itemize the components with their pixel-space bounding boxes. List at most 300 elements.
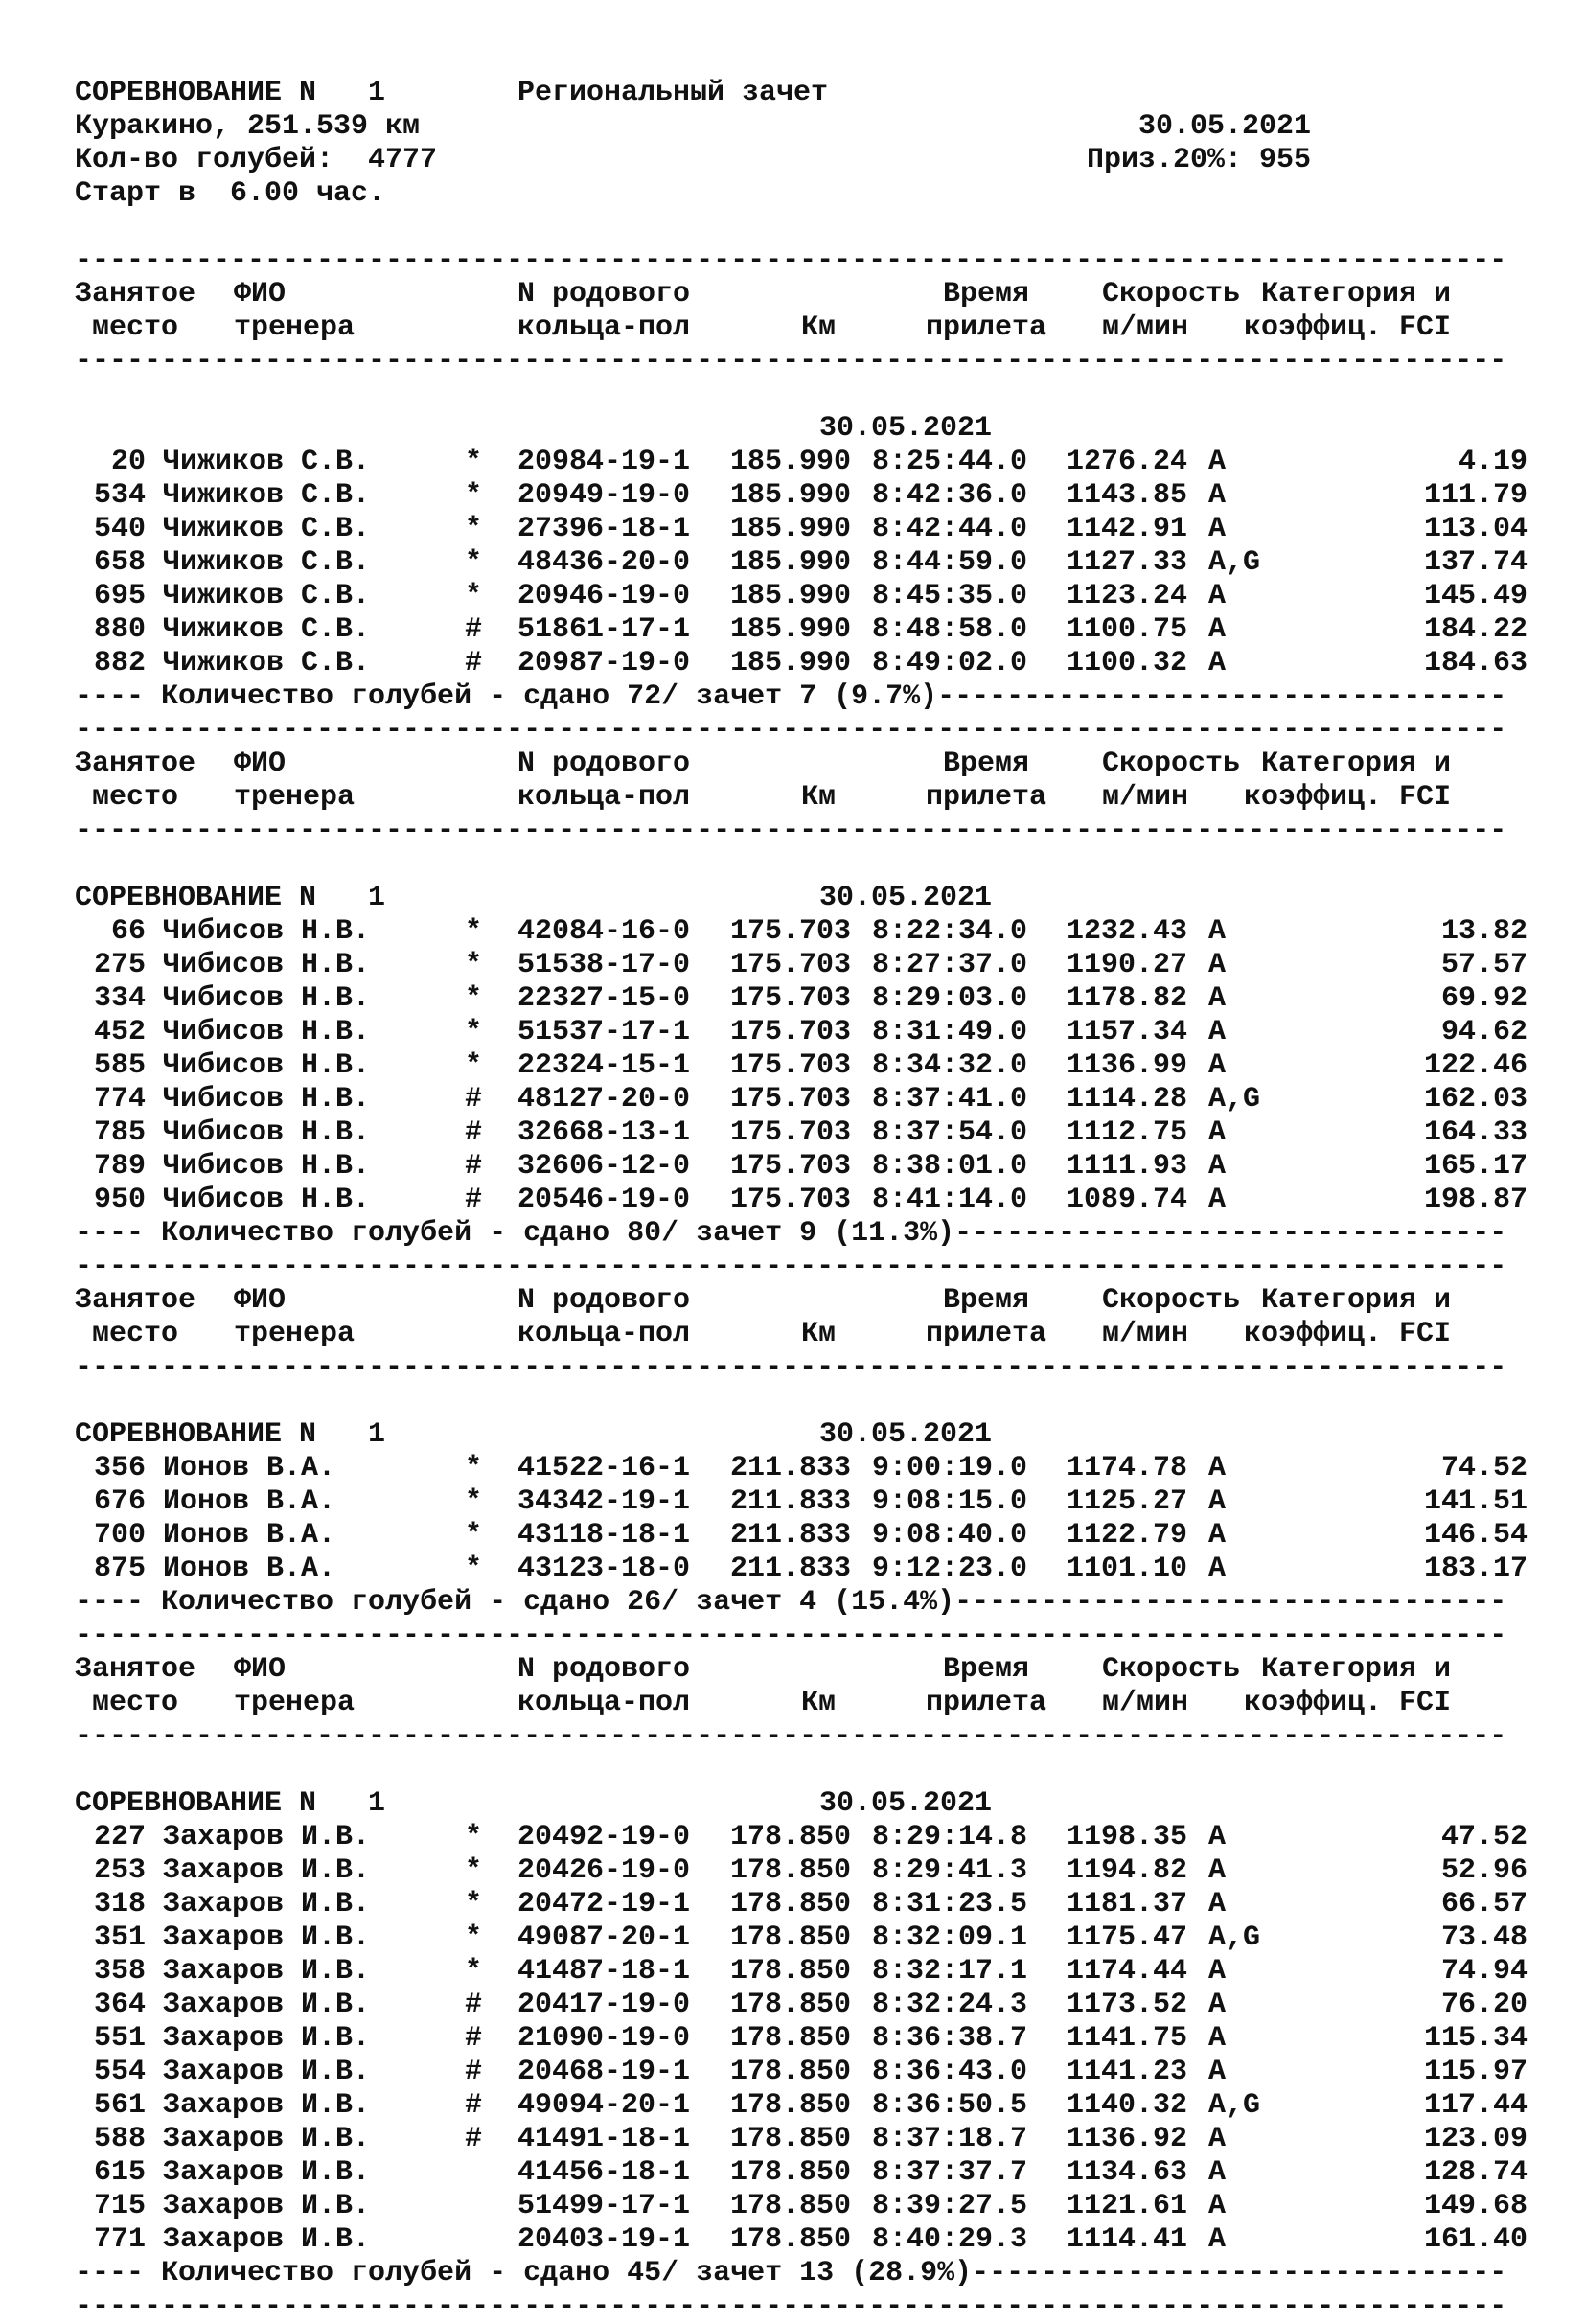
col-category-sublabel: коэффиц. FCI: [1244, 1687, 1452, 1719]
row-fci: 115.34: [1423, 2022, 1528, 2055]
col-time-sublabel: прилета: [926, 1687, 1047, 1719]
row-category: A: [1208, 949, 1227, 981]
row-trainer-name: Чижиков С.В.: [163, 580, 371, 612]
row-category: A: [1208, 513, 1227, 545]
row-mark: #: [465, 647, 483, 679]
col-km-label: Км: [801, 781, 837, 814]
row-trainer-name: Захаров И.В.: [163, 1989, 371, 2021]
row-speed: 1173.52: [1067, 1989, 1188, 2021]
row-km: 178.850: [730, 2156, 852, 2189]
row-place: 66: [110, 915, 146, 948]
row-ring: 41522-16-1: [517, 1452, 691, 1484]
row-speed: 1175.47: [1067, 1921, 1188, 1954]
result-row: [75, 446, 1541, 479]
row-ring: 20949-19-0: [517, 479, 691, 512]
col-name-sublabel: тренера: [234, 311, 356, 344]
row-fci: 115.97: [1423, 2056, 1528, 2088]
row-ring: 41456-18-1: [517, 2156, 691, 2189]
row-place: 875: [93, 1553, 146, 1585]
column-header-row-1: [75, 1653, 1541, 1687]
result-row: [75, 1083, 1541, 1116]
row-fci: 164.33: [1423, 1116, 1528, 1149]
col-ring-label: N родового: [517, 278, 691, 311]
row-speed: 1100.32: [1067, 647, 1188, 679]
spacer: [75, 211, 1541, 244]
row-category: A: [1208, 1452, 1227, 1484]
release-date: 30.05.2021: [1138, 110, 1312, 143]
result-row: [75, 1452, 1541, 1485]
section-rows: [75, 446, 1541, 680]
row-arrival-time: 9:12:23.0: [872, 1553, 1028, 1585]
row-place: 715: [93, 2190, 146, 2222]
row-category: A,G: [1208, 546, 1261, 579]
row-place: 585: [93, 1049, 146, 1082]
section-subheader: [75, 412, 1541, 446]
summary-text: ---- Количество голубей - сдано 45/ зачет 13 (28.9%): [75, 2257, 973, 2289]
col-speed-sublabel: м/мин: [1102, 1687, 1189, 1719]
col-km-label: Км: [801, 1687, 837, 1719]
section-rows: [75, 1452, 1541, 1586]
row-ring: 20987-19-0: [517, 647, 691, 679]
row-ring: 27396-18-1: [517, 513, 691, 545]
col-name-label: ФИО: [234, 1284, 287, 1317]
row-arrival-time: 8:36:43.0: [872, 2056, 1028, 2088]
row-category: A: [1208, 1116, 1227, 1149]
col-speed-sublabel: м/мин: [1102, 1318, 1189, 1350]
result-row: [75, 1184, 1541, 1217]
row-mark: #: [465, 2022, 483, 2055]
row-km: 178.850: [730, 2089, 852, 2122]
col-place-sublabel: место: [92, 1318, 179, 1350]
row-mark: #: [465, 1116, 483, 1149]
row-km: 211.833: [730, 1553, 852, 1585]
col-category-sublabel: коэффиц. FCI: [1244, 311, 1452, 344]
row-ring: 43118-18-1: [517, 1519, 691, 1552]
col-place-label: Занятое: [75, 1284, 196, 1317]
row-arrival-time: 8:32:09.1: [872, 1921, 1028, 1954]
row-speed: 1178.82: [1067, 982, 1188, 1015]
row-place: 789: [93, 1150, 146, 1183]
header-line-4: [75, 177, 1541, 211]
row-category: A: [1208, 1821, 1227, 1853]
row-fci: 149.68: [1423, 2190, 1528, 2222]
col-time-label: Время: [943, 278, 1030, 311]
row-fci: 146.54: [1423, 1519, 1528, 1552]
row-fci: 184.22: [1423, 613, 1528, 646]
row-arrival-time: 8:42:44.0: [872, 513, 1028, 545]
row-category: A: [1208, 2022, 1227, 2055]
release-place: Куракино, 251.539 км: [75, 110, 421, 143]
col-name-sublabel: тренера: [234, 1687, 356, 1719]
col-place-sublabel: место: [92, 781, 179, 814]
divider-line: [75, 1720, 1508, 1754]
row-km: 178.850: [730, 1854, 852, 1887]
row-arrival-time: 8:29:41.3: [872, 1854, 1028, 1887]
col-place-sublabel: место: [92, 311, 179, 344]
row-trainer-name: Чижиков С.В.: [163, 446, 371, 478]
row-trainer-name: Чибисов Н.В.: [163, 1016, 371, 1048]
row-ring: 49094-20-1: [517, 2089, 691, 2122]
row-km: 175.703: [730, 1016, 852, 1048]
row-speed: 1198.35: [1067, 1821, 1188, 1853]
row-arrival-time: 8:29:03.0: [872, 982, 1028, 1015]
row-speed: 1276.24: [1067, 446, 1188, 478]
row-category: A: [1208, 2156, 1227, 2189]
result-row: [75, 1519, 1541, 1553]
result-row: [75, 1955, 1541, 1989]
row-km: 178.850: [730, 2123, 852, 2155]
row-fci: 117.44: [1423, 2089, 1528, 2122]
spacer: [75, 1754, 1541, 1787]
result-row: [75, 2022, 1541, 2056]
row-mark: #: [465, 1989, 483, 2021]
col-name-label: ФИО: [234, 748, 287, 780]
col-category-label: Категория и: [1261, 748, 1452, 780]
row-speed: 1157.34: [1067, 1016, 1188, 1048]
row-km: 211.833: [730, 1485, 852, 1518]
row-mark: *: [465, 1854, 483, 1887]
divider-line: [75, 1620, 1508, 1653]
col-category-label: Категория и: [1261, 278, 1452, 311]
summary-dash-fill: [972, 2257, 1508, 2290]
row-arrival-time: 8:40:29.3: [872, 2223, 1028, 2256]
row-place: 318: [93, 1888, 146, 1921]
result-row: [75, 2190, 1541, 2223]
col-ring-sublabel: кольца-пол: [517, 781, 691, 814]
row-km: 178.850: [730, 2056, 852, 2088]
section-rows: [75, 915, 1541, 1217]
row-arrival-time: 8:41:14.0: [872, 1184, 1028, 1216]
row-place: 275: [93, 949, 146, 981]
header-line-1: [75, 77, 1541, 110]
row-ring: 51499-17-1: [517, 2190, 691, 2222]
row-mark: *: [465, 1821, 483, 1853]
row-fci: 184.63: [1423, 647, 1528, 679]
result-row: [75, 1049, 1541, 1083]
row-mark: #: [465, 1083, 483, 1116]
col-speed-label: Скорость: [1102, 1653, 1241, 1686]
spacer: [75, 379, 1541, 412]
row-trainer-name: Чижиков С.В.: [163, 647, 371, 679]
row-trainer-name: Чибисов Н.В.: [163, 1150, 371, 1183]
row-ring: 32606-12-0: [517, 1150, 691, 1183]
row-km: 175.703: [730, 1083, 852, 1116]
row-speed: 1136.92: [1067, 2123, 1188, 2155]
row-category: A: [1208, 1955, 1227, 1988]
row-fci: 4.19: [1458, 446, 1528, 478]
col-name-sublabel: тренера: [234, 1318, 356, 1350]
row-speed: 1114.28: [1067, 1083, 1188, 1116]
row-trainer-name: Захаров И.В.: [163, 1888, 371, 1921]
row-km: 175.703: [730, 1184, 852, 1216]
column-header-row-2: [75, 781, 1541, 815]
col-time-sublabel: прилета: [926, 1318, 1047, 1350]
row-category: A: [1208, 479, 1227, 512]
row-trainer-name: Чибисов Н.В.: [163, 1083, 371, 1116]
section-date: 30.05.2021: [819, 1418, 993, 1451]
row-place: 658: [93, 546, 146, 579]
header-line-3: [75, 144, 1541, 177]
result-row: [75, 580, 1541, 613]
row-arrival-time: 8:37:54.0: [872, 1116, 1028, 1149]
row-arrival-time: 8:31:49.0: [872, 1016, 1028, 1048]
row-arrival-time: 8:37:41.0: [872, 1083, 1028, 1116]
section-date: 30.05.2021: [819, 882, 993, 914]
row-mark: *: [465, 1921, 483, 1954]
row-trainer-name: Захаров И.В.: [163, 2156, 371, 2189]
row-fci: 161.40: [1423, 2223, 1528, 2256]
row-fci: 74.94: [1440, 1955, 1528, 1988]
row-place: 771: [93, 2223, 146, 2256]
row-mark: *: [465, 1955, 483, 1988]
col-name-label: ФИО: [234, 278, 287, 311]
col-place-label: Занятое: [75, 278, 196, 311]
row-arrival-time: 8:42:36.0: [872, 479, 1028, 512]
row-arrival-time: 8:48:58.0: [872, 613, 1028, 646]
column-header-row-2: [75, 1687, 1541, 1720]
result-row: [75, 1921, 1541, 1955]
row-trainer-name: Чибисов Н.В.: [163, 1049, 371, 1082]
col-time-label: Время: [943, 1653, 1030, 1686]
row-trainer-name: Чижиков С.В.: [163, 513, 371, 545]
row-km: 185.990: [730, 446, 852, 478]
row-place: 356: [93, 1452, 146, 1484]
row-speed: 1194.82: [1067, 1854, 1188, 1887]
section-date: 30.05.2021: [819, 1787, 993, 1820]
row-mark: *: [465, 982, 483, 1015]
row-category: A,G: [1208, 2089, 1261, 2122]
row-speed: 1123.24: [1067, 580, 1188, 612]
result-row: [75, 2123, 1541, 2156]
result-row: [75, 1854, 1541, 1888]
row-trainer-name: Чижиков С.В.: [163, 546, 371, 579]
row-mark: *: [465, 915, 483, 948]
row-km: 185.990: [730, 647, 852, 679]
row-fci: 162.03: [1423, 1083, 1528, 1116]
row-km: 185.990: [730, 546, 852, 579]
row-trainer-name: Захаров И.В.: [163, 2223, 371, 2256]
row-ring: 42084-16-0: [517, 915, 691, 948]
row-speed: 1122.79: [1067, 1519, 1188, 1552]
result-row: [75, 479, 1541, 513]
result-row: [75, 613, 1541, 647]
row-km: 178.850: [730, 2223, 852, 2256]
col-ring-label: N родового: [517, 1653, 691, 1686]
row-trainer-name: Чибисов Н.В.: [163, 1116, 371, 1149]
row-speed: 1112.75: [1067, 1116, 1188, 1149]
summary-dash-fill: [954, 1586, 1508, 1620]
section-competition: СОРЕВНОВАНИЕ N 1: [75, 1418, 386, 1451]
row-km: 175.703: [730, 949, 852, 981]
row-km: 211.833: [730, 1519, 852, 1552]
col-time-label: Время: [943, 1284, 1030, 1317]
row-km: 178.850: [730, 1955, 852, 1988]
row-category: A: [1208, 1553, 1227, 1585]
row-category: A: [1208, 915, 1227, 948]
result-row: [75, 2223, 1541, 2257]
row-ring: 20984-19-1: [517, 446, 691, 478]
row-category: A: [1208, 2190, 1227, 2222]
row-km: 178.850: [730, 2022, 852, 2055]
row-trainer-name: Ионов В.А.: [163, 1485, 336, 1518]
row-ring: 21090-19-0: [517, 2022, 691, 2055]
row-trainer-name: Чибисов Н.В.: [163, 915, 371, 948]
result-row: [75, 1989, 1541, 2022]
row-mark: #: [465, 2123, 483, 2155]
row-category: A: [1208, 1150, 1227, 1183]
row-category: A: [1208, 1184, 1227, 1216]
col-ring-label: N родового: [517, 1284, 691, 1317]
row-mark: #: [465, 2056, 483, 2088]
row-arrival-time: 8:25:44.0: [872, 446, 1028, 478]
pigeon-count: Кол-во голубей: 4777: [75, 144, 438, 176]
row-fci: 74.52: [1440, 1452, 1528, 1484]
row-speed: 1114.41: [1067, 2223, 1188, 2256]
row-trainer-name: Захаров И.В.: [163, 1821, 371, 1853]
row-arrival-time: 8:34:32.0: [872, 1049, 1028, 1082]
row-ring: 41491-18-1: [517, 2123, 691, 2155]
row-fci: 111.79: [1423, 479, 1528, 512]
col-km-label: Км: [801, 311, 837, 344]
row-km: 178.850: [730, 1888, 852, 1921]
row-ring: 20403-19-1: [517, 2223, 691, 2256]
result-row: [75, 1821, 1541, 1854]
column-header-row-1: [75, 278, 1541, 311]
col-speed-sublabel: м/мин: [1102, 781, 1189, 814]
row-arrival-time: 8:49:02.0: [872, 647, 1028, 679]
row-ring: 51538-17-0: [517, 949, 691, 981]
row-ring: 32668-13-1: [517, 1116, 691, 1149]
row-fci: 145.49: [1423, 580, 1528, 612]
column-header-row-1: [75, 748, 1541, 781]
row-trainer-name: Чижиков С.В.: [163, 613, 371, 646]
row-speed: 1136.99: [1067, 1049, 1188, 1082]
row-category: A: [1208, 1016, 1227, 1048]
row-category: A: [1208, 1049, 1227, 1082]
section-date: 30.05.2021: [819, 412, 993, 445]
row-fci: 13.82: [1440, 915, 1528, 948]
row-speed: 1111.93: [1067, 1150, 1188, 1183]
row-category: A: [1208, 1989, 1227, 2021]
row-km: 175.703: [730, 1049, 852, 1082]
row-ring: 51537-17-1: [517, 1016, 691, 1048]
row-km: 185.990: [730, 479, 852, 512]
row-km: 178.850: [730, 1989, 852, 2021]
col-place-sublabel: место: [92, 1687, 179, 1719]
participant-section: [75, 1251, 1541, 1620]
row-ring: 22327-15-0: [517, 982, 691, 1015]
row-mark: *: [465, 1049, 483, 1082]
divider-line: [75, 244, 1508, 278]
row-speed: 1125.27: [1067, 1485, 1188, 1518]
row-place: 950: [93, 1184, 146, 1216]
row-km: 175.703: [730, 1150, 852, 1183]
col-name-sublabel: тренера: [234, 781, 356, 814]
divider-line: [75, 345, 1508, 379]
row-speed: 1190.27: [1067, 949, 1188, 981]
row-ring: 48436-20-0: [517, 546, 691, 579]
section-rows: [75, 1821, 1541, 2257]
row-ring: 51861-17-1: [517, 613, 691, 646]
row-trainer-name: Захаров И.В.: [163, 2056, 371, 2088]
row-place: 227: [93, 1821, 146, 1853]
row-ring: 20946-19-0: [517, 580, 691, 612]
section-subheader: [75, 1787, 1541, 1821]
row-ring: 41487-18-1: [517, 1955, 691, 1988]
col-category-label: Категория и: [1261, 1284, 1452, 1317]
col-time-sublabel: прилета: [926, 781, 1047, 814]
row-category: A: [1208, 647, 1227, 679]
row-category: A: [1208, 2223, 1227, 2256]
row-ring: 20417-19-0: [517, 1989, 691, 2021]
row-category: A,G: [1208, 1083, 1261, 1116]
row-ring: 43123-18-0: [517, 1553, 691, 1585]
row-trainer-name: Захаров И.В.: [163, 2022, 371, 2055]
row-place: 351: [93, 1921, 146, 1954]
col-time-label: Время: [943, 748, 1030, 780]
row-category: A: [1208, 1519, 1227, 1552]
col-km-label: Км: [801, 1318, 837, 1350]
row-trainer-name: Захаров И.В.: [163, 1955, 371, 1988]
row-km: 175.703: [730, 982, 852, 1015]
row-mark: #: [465, 2089, 483, 2122]
section-subheader: [75, 1418, 1541, 1452]
row-place: 364: [93, 1989, 146, 2021]
row-place: 540: [93, 513, 146, 545]
row-speed: 1121.61: [1067, 2190, 1188, 2222]
row-trainer-name: Ионов В.А.: [163, 1452, 336, 1484]
row-trainer-name: Ионов В.А.: [163, 1553, 336, 1585]
row-ring: 20492-19-0: [517, 1821, 691, 1853]
row-mark: #: [465, 1150, 483, 1183]
result-row: [75, 1485, 1541, 1519]
row-trainer-name: Захаров И.В.: [163, 1854, 371, 1887]
row-arrival-time: 8:36:50.5: [872, 2089, 1028, 2122]
zachet-title: Региональный зачет: [517, 77, 829, 109]
row-trainer-name: Чижиков С.В.: [163, 479, 371, 512]
participant-section: [75, 1620, 1541, 2290]
column-header-row-2: [75, 1318, 1541, 1351]
col-category-sublabel: коэффиц. FCI: [1244, 781, 1452, 814]
row-fci: 198.87: [1423, 1184, 1528, 1216]
row-speed: 1174.44: [1067, 1955, 1188, 1988]
section-competition: СОРЕВНОВАНИЕ N 1: [75, 1787, 386, 1820]
row-place: 534: [93, 479, 146, 512]
row-category: A: [1208, 613, 1227, 646]
row-category: A: [1208, 1854, 1227, 1887]
row-km: 178.850: [730, 1821, 852, 1853]
row-mark: #: [465, 613, 483, 646]
row-mark: *: [465, 1016, 483, 1048]
summary-dash-fill: [937, 680, 1508, 714]
result-row: [75, 2056, 1541, 2089]
row-mark: *: [465, 513, 483, 545]
row-trainer-name: Захаров И.В.: [163, 2190, 371, 2222]
row-mark: *: [465, 580, 483, 612]
competition-title: СОРЕВНОВАНИЕ N 1: [75, 77, 386, 109]
divider-line: [75, 815, 1508, 848]
row-fci: 165.17: [1423, 1150, 1528, 1183]
divider-line: [75, 1351, 1508, 1385]
row-category: A: [1208, 1888, 1227, 1921]
result-row: [75, 1150, 1541, 1184]
row-fci: 73.48: [1440, 1921, 1528, 1954]
row-arrival-time: 8:29:14.8: [872, 1821, 1028, 1853]
row-category: A: [1208, 982, 1227, 1015]
row-trainer-name: Чибисов Н.В.: [163, 949, 371, 981]
row-ring: 20426-19-0: [517, 1854, 691, 1887]
start-time: Старт в 6.00 час.: [75, 177, 386, 210]
